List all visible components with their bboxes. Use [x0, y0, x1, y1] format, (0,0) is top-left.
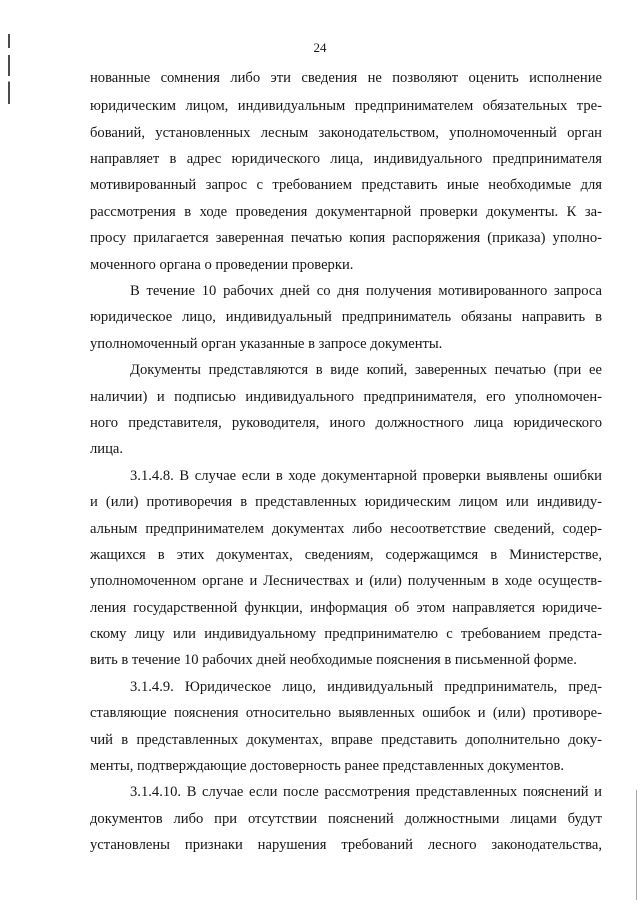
text-line: лица. [90, 441, 124, 457]
text-line: 3.1.4.10. В случае если после рассмотрения представленных пояснений и [130, 784, 602, 800]
text-line: менты, подтверждающие достоверность ранее представленных документов. [90, 758, 564, 774]
text-line: бований, установленных лесным законодательством, уполномоченный орган [90, 125, 602, 141]
text-line: направляет в адрес юридического лица, индивидуального предпринимателя [90, 151, 602, 167]
text-line: установлены признаки нарушения требований лесного законодательства, [90, 837, 602, 853]
text-line: 3.1.4.9. Юридическое лицо, индивидуальный предприниматель, пред- [130, 679, 602, 695]
text-line: моченного органа о проведении проверки. [90, 257, 354, 273]
text-line: ного представителя, руководителя, иного должностного лица юридического [90, 415, 602, 431]
text-line: 3.1.4.8. В случае если в ходе документарной проверки выявлены ошибки [130, 468, 602, 484]
text-line: документов либо при отсутствии пояснений должностными лицами будут [90, 811, 602, 827]
text-line: мотивированный запрос с требованием представить иные необходимые для [90, 177, 602, 193]
text-line: скому лицу или индивидуальному предпринимателю с требованием предста- [90, 626, 602, 642]
text-line: уполномоченный орган указанные в запросе документы. [90, 336, 443, 352]
page-number: 24 [313, 40, 327, 55]
text-line: альным предпринимателем документах либо несоответствие сведений, содер- [90, 521, 602, 537]
text-line: просу прилагается заверенная печатью копия распоряжения (приказа) уполно- [90, 230, 602, 246]
text-line: жащихся в этих документах, сведениям, содержащимся в Министерстве, [90, 547, 602, 563]
text-line: нованные сомнения либо эти сведения не позволяют оценить исполнение [90, 70, 602, 86]
text-line: вить в течение 10 рабочих дней необходимые пояснения в письменной форме. [90, 652, 577, 668]
text-line: ления государственной функции, информация об этом направляется юридиче- [90, 600, 602, 616]
text-line: наличии) и подписью индивидуального предпринимателя, его уполномочен- [90, 389, 602, 405]
text-line: юридическое лицо, индивидуальный предприниматель обязаны направить в [90, 309, 602, 325]
text-line: ставляющие пояснения относительно выявленных ошибок и (или) противоре- [90, 705, 602, 721]
text-line: рассмотрения в ходе проведения документарной проверки документы. К за- [90, 204, 602, 220]
text-line: и (или) противоречия в представленных юридическим лицом или индивиду- [90, 494, 602, 510]
text-line: Документы представляются в виде копий, заверенных печатью (при ее [130, 362, 602, 378]
text-line: уполномоченном органе и Лесничествах и (или) полученным в ходе осуществ- [90, 573, 602, 589]
text-line: юридическим лицом, индивидуальным предпринимателем обязательных тре- [90, 98, 602, 114]
text-line: В течение 10 рабочих дней со дня получения мотивированного запроса [130, 283, 602, 299]
text-line: чий в представленных документах, вправе представить дополнительно доку- [90, 732, 602, 748]
scan-edge-mark-right [636, 790, 637, 900]
